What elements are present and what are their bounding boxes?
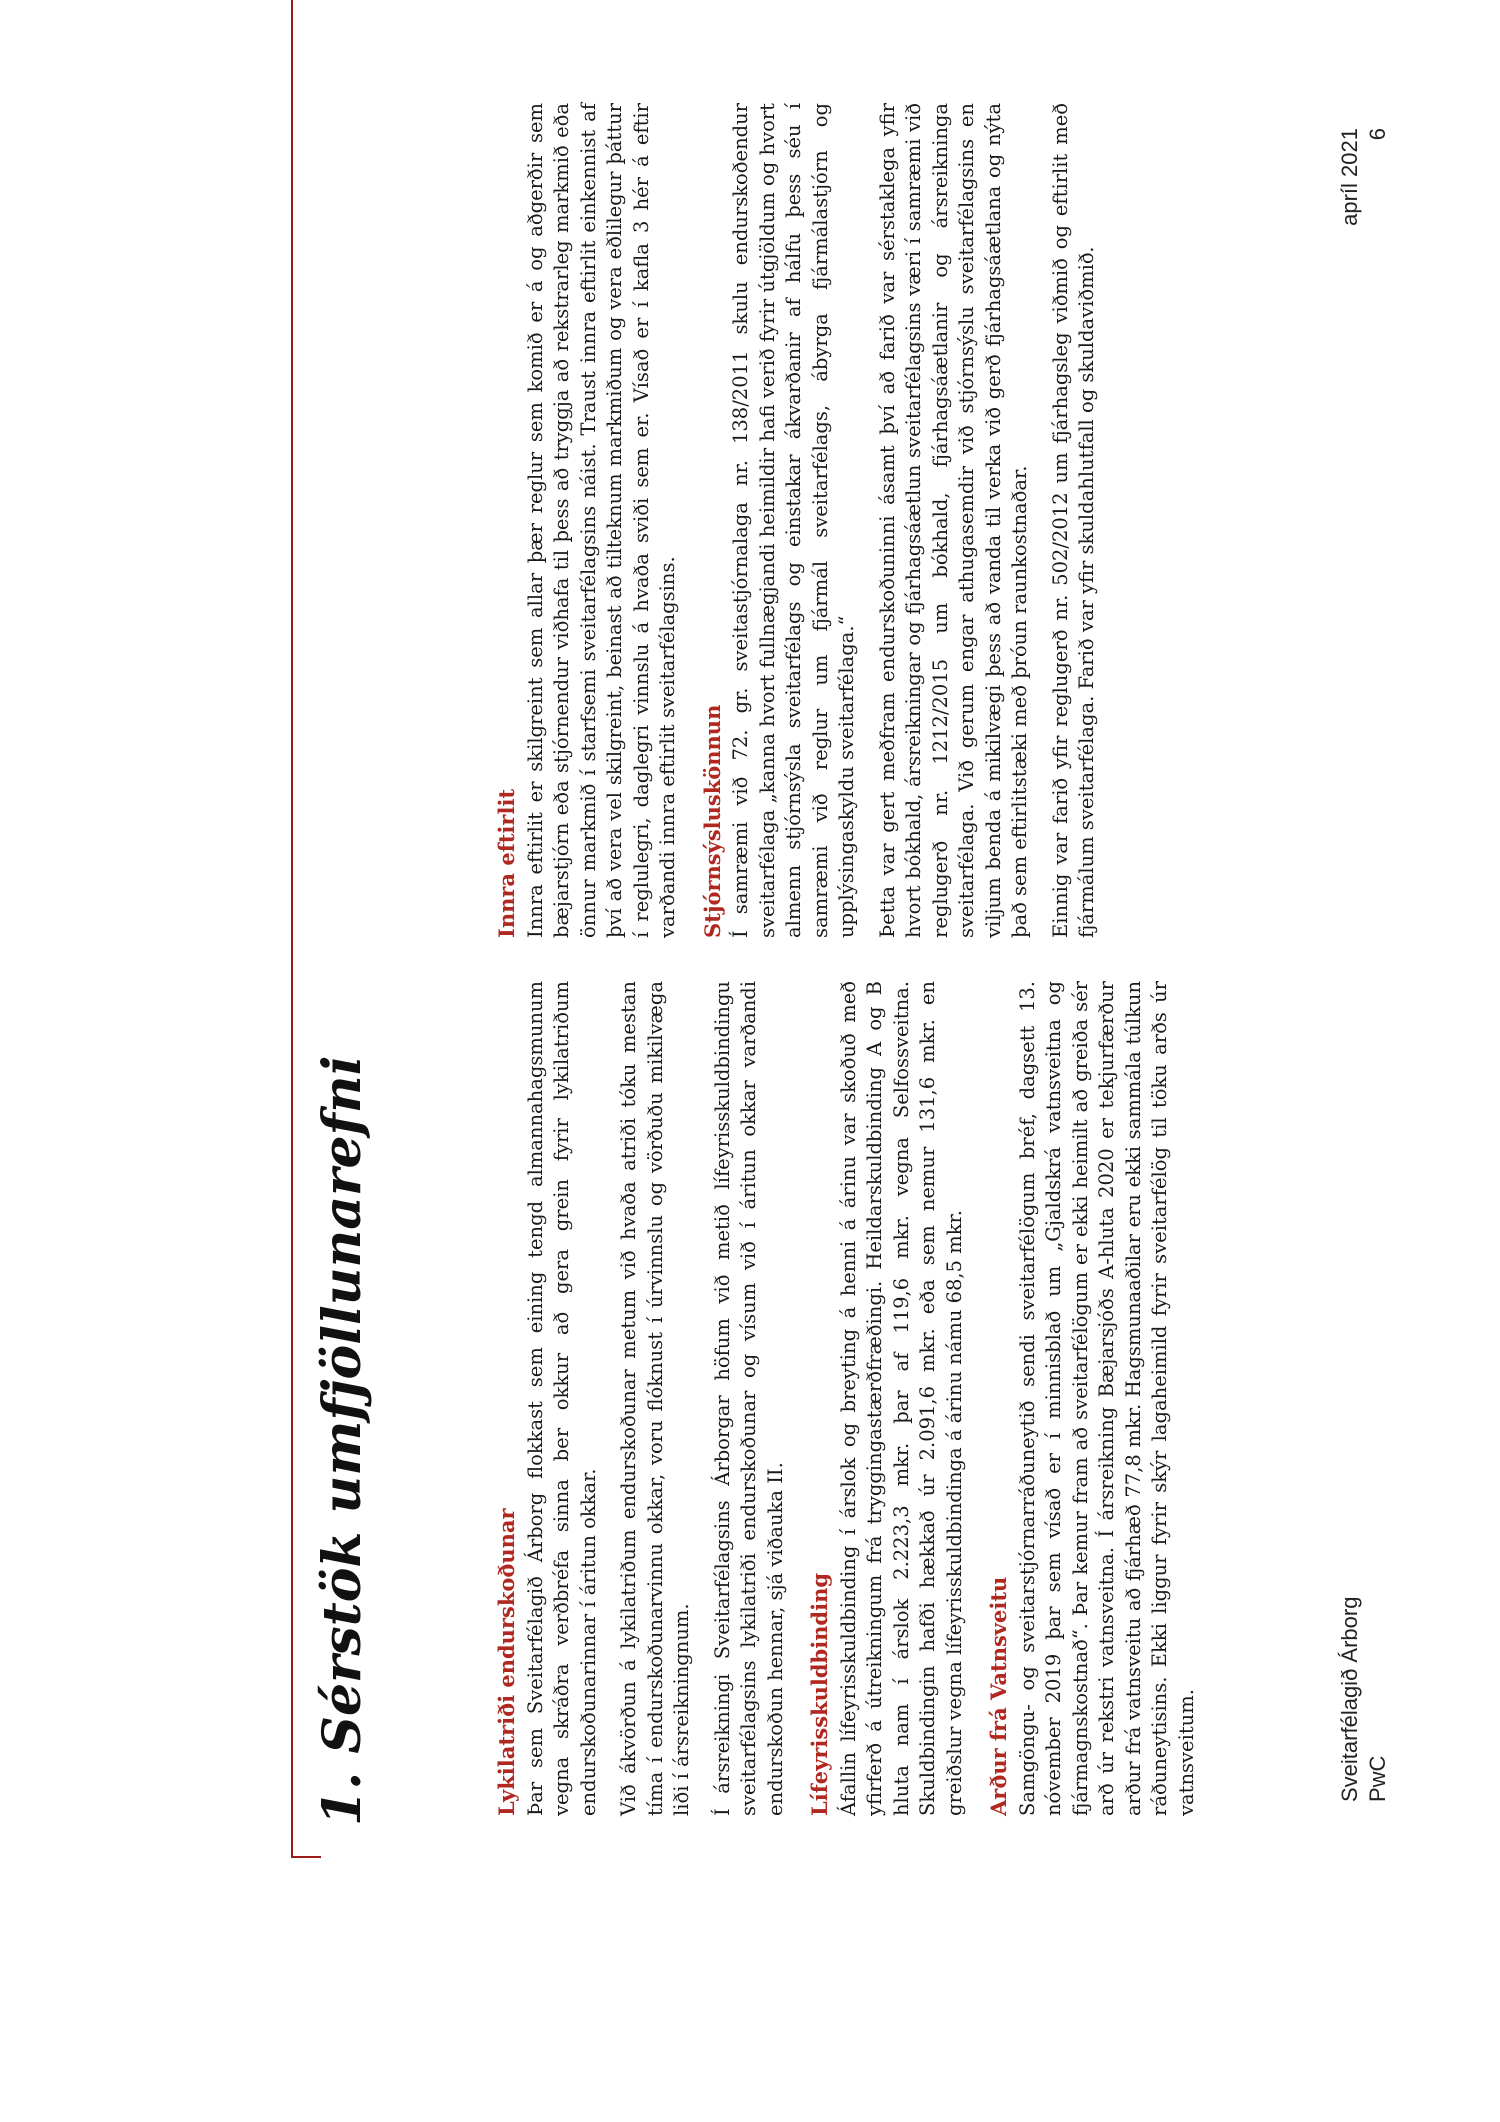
paragraph: Einnig var farið yfir reglugerð nr. 502/2012 um fjárhagsleg viðmið og eftirlit með fjármálum sveitarfélaga. Farið var yfir skuldahlutfall og skuldaviðmið. [1048,103,1098,938]
footer-org: Sveitarfélagið Árborg [1337,1596,1362,1802]
page-title: 1. Sérstök umfjöllunarefni [312,1055,373,1826]
paragraph: Innra eftirlit er skilgreint sem allar þær reglur sem komið er á og aðgerðir sem bæjarstjórn eða stjórnendur viðhafa til þess að tryggja að rekstrarleg markmið eða önnur markmið í starfsemi sveitarfélagsins náist. Traust innra eftirlit einkennist af því að vera vel skilgreint, beinast að tilteknum markmiðum og vera eðlilegur þáttur í reglulegri, daglegri vinnslu á hvaða sviði sem er. Vísað er í kafla 3 hér á eftir varðandi innra eftirlit sveitarfélagsins. [523,103,679,938]
section-heading: Lífeyrisskuldbinding [807,1572,832,1816]
footer-date: apríl 2021 [1337,128,1362,226]
paragraph: Þar sem Sveitarfélagið Árborg flokkast sem eining tengd almannahagsmunum vegna skráðra verðbréfa sinna ber okkur að gera grein fyrir lykilatriðum endurskoðunarinnar í áritun okkar. [523,981,600,1816]
page-number: 6 [1365,128,1390,141]
section-key-audit-matters [494,981,789,1816]
section-pension-liability [807,981,968,1816]
section-heading: Stjórnsýsluskönnun [699,704,725,938]
paragraph: Samgöngu- og sveitarstjórnarráðuneytið sendi sveitarfélögum bréf, dagsett 13. nóvember 2019 þar sem vísað er í minnisblað um „Gjaldskrá vatnsveitna og fjármagnskostnað“. Þar kemur fram að sveitarfélögum er ekki heimilt að greiða sér arð úr rekstri vatnsveitna. Í ársreikning Bæjarsjóðs A-hluta 2020 er tekjurfærður arður frá vatnsveitu að fjárhæð 77,8 mkr. Hagsmunaaðilar eru ekki sammála túlkun ráðuneytisins. Ekki liggur fyrir skýr lagaheimild fyrir sveitarfélög til töku arðs úr vatnsveitum. [1015,981,1198,1816]
section-administrative-review [700,103,1101,938]
paragraph: Áfallin lífeyrisskuldbinding í árslok og breyting á henni á árinu var skoðuð með yfirferð á útreikningum frá tryggingastærðfræðingi. Heildarskuldbinding A og B hluta nam í árslok 2.223,3 mkr. þar af 119,6 mkr. vegna Selfossveitna. Skuldbindingin hafði hækkað úr 2.091,6 mkr. eða sem nemur 131,6 mkr. en greiðslur vegna lífeyrisskuldbindinga á árinu námu 68,5 mkr. [836,981,966,1816]
paragraph: Í ársreikningi Sveitarfélagsins Árborgar höfum við metið lífeyrisskuldbindingu sveitarfélagsins lykilatriði endurskoðunar og vísum við í áritun okkar varðandi endurskoðun hennar, sjá viðauka II. [710,981,787,1816]
paragraph: Í samræmi við 72. gr. sveitastjórnalaga nr. 138/2011 skulu endurskoðendur sveitarfélaga „kanna hvort fullnægjandi heimildir hafi verið fyrir útgjöldum og hvort almenn stjórnsýsla sveitarfélags og einstakar ákvarðanir af hálfu þess séu í samræmi við reglur um fjármál sveitarfélags, ábyrga fjármálastjórn og upplýsingaskyldu sveitarfélaga.“ [729,103,858,938]
footer-firm: PwC [1365,1755,1390,1802]
paragraph: Við ákvörðun á lykilatriðum endurskoðunar metum við hvaða atriði tóku mestan tíma í endurskoðunarvinnu okkar, voru flóknust í úrvinnslu og vörðuðu mikilvæga liði í ársreikningnum. [617,981,693,1816]
right-column [494,103,1119,938]
section-heading: Innra eftirlit [494,788,519,938]
section-heading: Arður frá Vatnsveitu [986,1576,1011,1816]
header-corner-rule [291,1856,321,1858]
section-water-utility-dividend [986,981,1200,1816]
section-internal-control [494,103,682,938]
left-column [494,981,1218,1816]
header-rule [291,0,293,1858]
footer-right [1336,128,1392,226]
paragraph: Þetta var gert meðfram endurskoðuninni ásamt því að farið var sérstaklega yfir hvort bókhald, ársreikningar og fjárhagsáætlun sveitarfélagsins væri í samræmi við reglugerð nr. 1212/2015 um bókhald, fjárhagsáætlanir og ársreikninga sveitarfélaga. Við gerum engar athugasemdir við stjórnsýslu sveitarfélagsins en viljum benda á mikilvægi þess að vanda til verka við gerð fjárhagsáætlana og nýta það sem eftirlitstæki með þróun raunkostnaðar. [875,103,1031,938]
section-heading: Lykilatriði endurskoðunar [494,1508,519,1816]
footer-left [1336,1597,1392,1802]
